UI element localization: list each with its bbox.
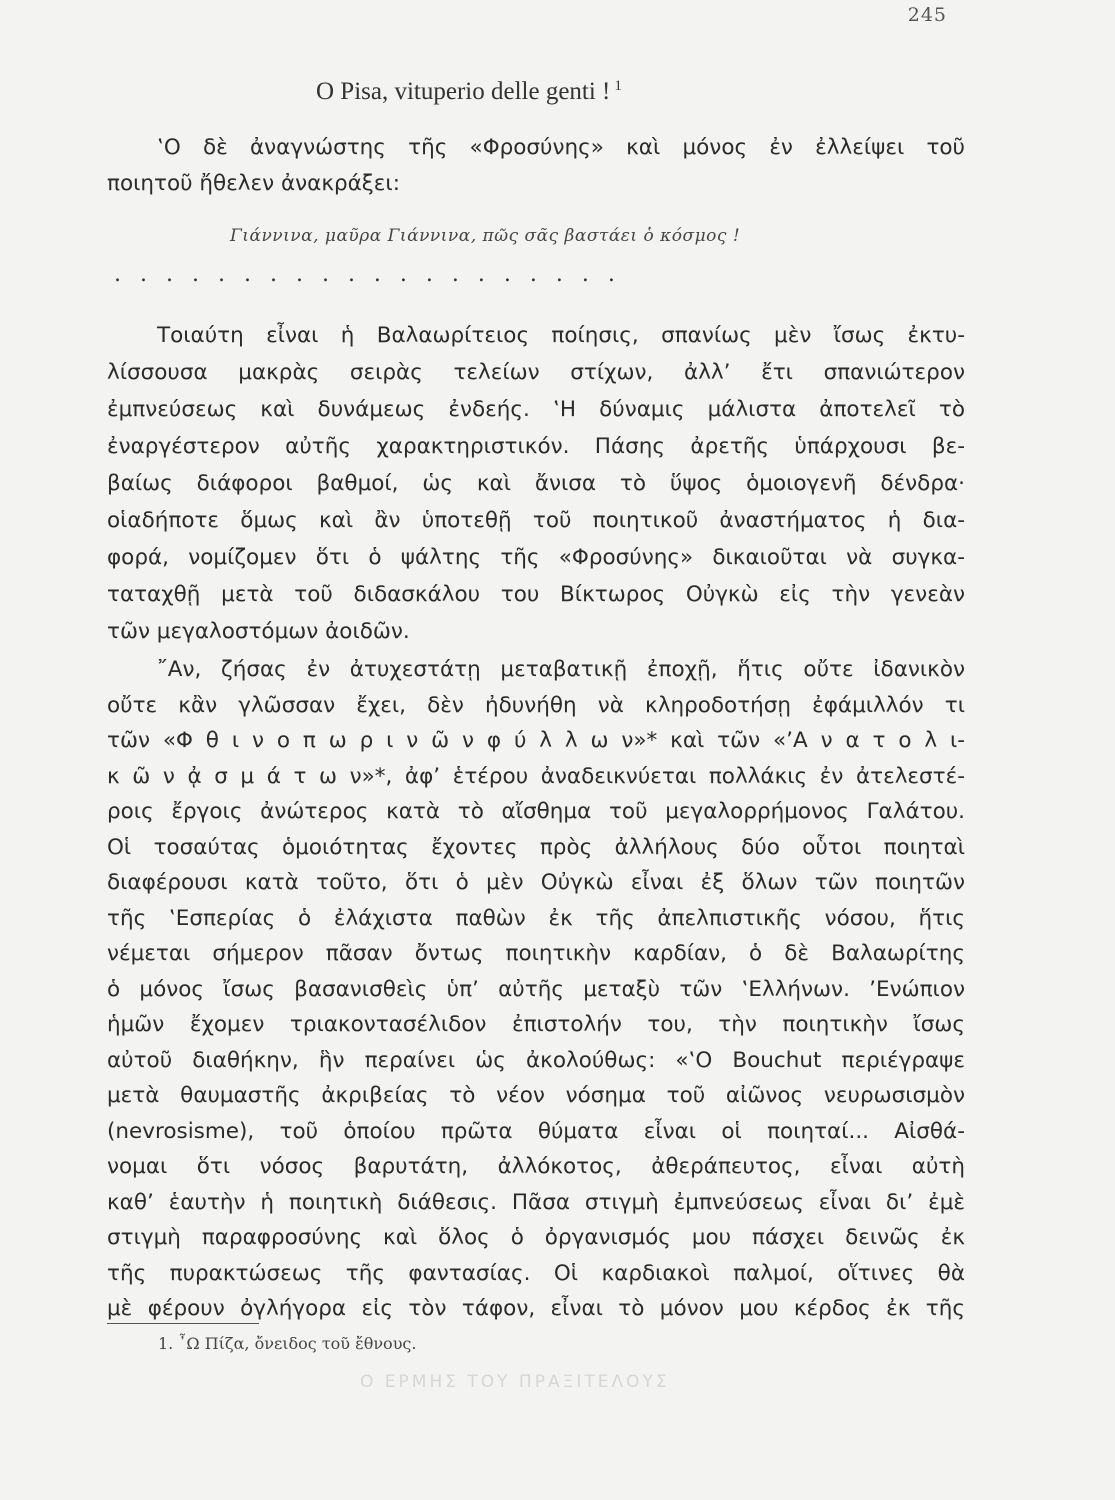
paragraph-line: νέμεται σήμερον πᾶσαν ὄντως ποιητικὴν καρδίαν, ὁ δὲ Βαλαωρίτης <box>107 941 965 966</box>
paragraph-line: Οἱ τοσαύτας ὁμοιότητας ἔχοντες πρὸς ἀλλήλους δύο οὗτοι ποιηταὶ <box>107 834 965 860</box>
page-number: 245 <box>907 4 947 26</box>
intro-line-2: ποιητοῦ ἤθελεν ἀνακράξει: <box>107 171 400 196</box>
bleed-through-caption: Ο ΕΡΜΗΣ ΤΟΥ ΠΡΑΞΙΤΕΛΟΥΣ <box>360 1372 670 1392</box>
paragraph-line: φορά, νομίζομεν ὅτι ὁ ψάλτης τῆς «Φροσύνης» δικαιοῦται νὰ συγκα- <box>107 545 965 570</box>
paragraph-line: αὐτοῦ διαθήκην, ἣν περαίνει ὡς ἀκολούθως: «‛Ο Bouchut περιέγραψε <box>107 1047 965 1073</box>
paragraph-line: βαίως διάφοροι βαθμοί, ὡς καὶ ἄνισα τὸ ὕψος ὁμοιογενῆ δένδρα· <box>107 471 965 496</box>
footnote-rule <box>107 1323 259 1324</box>
epigraph-text: O Pisa, vituperio delle genti ! <box>316 78 611 105</box>
paragraph-line: τῆς πυρακτώσεως τῆς φαντασίας. Οἱ καρδιακοὶ παλμοί, οἵτινες θὰ <box>107 1260 965 1286</box>
paragraph-line: οὔτε κἂν γλῶσσαν ἔχει, δὲν ἠδυνήθη νὰ κληροδοτήσῃ ἐφάμιλλόν τι <box>107 692 965 718</box>
paragraph-line: ἡμῶν ἔχομεν τριακοντασέλιδον ἐπιστολήν του, τὴν ποιητικὴν ἴσως <box>107 1012 965 1037</box>
intro-line-1: ‛Ο δὲ ἀναγνώστης τῆς «Φροσύνης» καὶ μόνος ἐν ἐλλείψει τοῦ <box>157 135 965 160</box>
footnote: 1. ῏Ω Πίζα, ὄνειδος τοῦ ἔθνους. <box>158 1334 417 1353</box>
paragraph-line: τῶν μεγαλοστόμων ἀοιδῶν. <box>107 619 410 644</box>
paragraph-line: μὲ φέρουν ὀγλήγορα εἰς τὸν τάφον, εἶναι τὸ μόνον μου κέρδος ἐκ τῆς <box>107 1296 965 1321</box>
paragraph-line: διαφέρουσι κατὰ τοῦτο, ὅτι ὁ μὲν Οὐγκὼ εἶναι ἐξ ὅλων τῶν ποιητῶν <box>107 870 965 895</box>
quote-line: Γιάννινα, μαῦρα Γιάννινα, πῶς σᾶς βαστάει ὁ κόσμος ! <box>230 226 741 246</box>
paragraph-line: οἱαδήποτε ὅμως καὶ ἂν ὑποτεθῇ τοῦ ποιητικοῦ ἀναστήματος ἡ δια- <box>107 508 965 533</box>
paragraph-line: νομαι ὅτι νόσος βαρυτάτη, ἀλλόκοτος, ἀθεράπευτος, εἶναι αὐτὴ <box>107 1154 965 1179</box>
paragraph-line: ροις ἔργοις ἀνώτερος κατὰ τὸ αἴσθημα τοῦ μεγαλορρήμονος Γαλάτου. <box>107 799 965 824</box>
epigraph <box>316 78 622 106</box>
paragraph-line: ταταχθῇ μετὰ τοῦ διδασκάλου του Βίκτωρος Οὐγκὼ εἰς τὴν γενεὰν <box>107 582 965 607</box>
paragraph-line: κ ῶ ν ᾀ σ μ ά τ ω ν»*, ἀφ’ ἑτέρου ἀναδεικνύεται πολλάκις ἐν ἀτελεστέ- <box>107 763 965 789</box>
paragraph-line: στιγμὴ παραφροσύνης καὶ ὅλος ὁ ὀργανισμός μου πάσχει δεινῶς ἐκ <box>107 1225 965 1250</box>
ellipsis-dots: .................... <box>114 262 634 287</box>
paragraph-line: τῶν «Φ θ ι ν ο π ω ρ ι ν ῶ ν φ ύ λ λ ω ν»* καὶ τῶν «’Α ν α τ ο λ ι- <box>107 728 965 753</box>
paragraph-line: ἐμπνεύσεως καὶ δυνάμεως ἐνδεής. ‛Η δύναμις μάλιστα ἀποτελεῖ τὸ <box>107 397 965 422</box>
paragraph-line: Τοιαύτη εἶναι ἡ Βαλαωρίτειος ποίησις, σπανίως μὲν ἴσως ἐκτυ- <box>157 323 965 348</box>
paragraph-line: τῆς ‛Εσπερίας ὁ ἐλάχιστα παθὼν ἐκ τῆς ἀπελπιστικῆς νόσου, ἥτις <box>107 905 965 931</box>
footnote-marker: 1 <box>614 78 622 94</box>
paragraph-line: λίσσουσα μακρὰς σειρὰς τελείων στίχων, ἀλλ’ ἔτι σπανιώτερον <box>107 360 965 385</box>
paragraph-line: (nevrosisme), τοῦ ὁποίου πρῶτα θύματα εἶναι οἱ ποιηταί... Αἰσθά- <box>107 1118 965 1144</box>
paragraph-line: καθ’ ἑαυτὴν ἡ ποιητικὴ διάθεσις. Πᾶσα στιγμὴ ἐμπνεύσεως εἶναι δι’ ἐμὲ <box>107 1189 965 1215</box>
paragraph-line: ἐναργέστερον αὐτῆς χαρακτηριστικόν. Πάσης ἀρετῆς ὑπάρχουσι βε- <box>107 434 965 459</box>
paragraph-line: ῎Αν, ζήσας ἐν ἀτυχεστάτῃ μεταβατικῇ ἐποχῇ, ἥτις οὔτε ἰδανικὸν <box>157 657 965 682</box>
paragraph-line: ὁ μόνος ἴσως βασανισθεὶς ὑπ’ αὐτῆς μεταξὺ τῶν ‛Ελλήνων. ’Ενώπιον <box>107 976 965 1002</box>
paragraph-line: μετὰ θαυμαστῆς ἀκριβείας τὸ νέον νόσημα τοῦ αἰῶνος νευρωσισμὸν <box>107 1083 965 1108</box>
